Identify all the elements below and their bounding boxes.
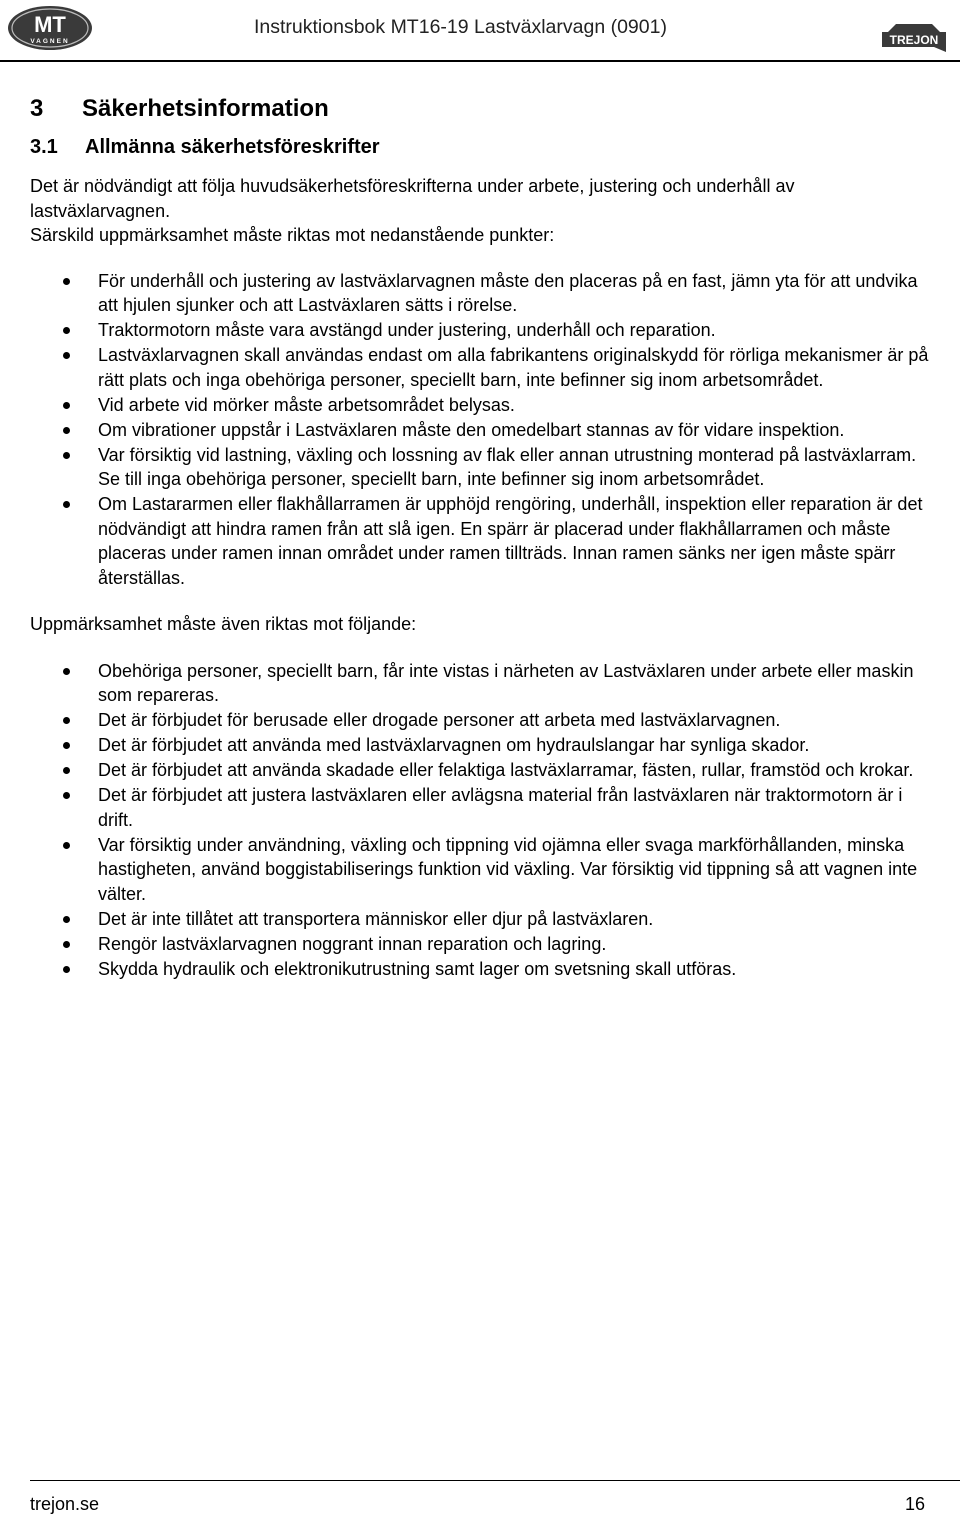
bullet-icon	[63, 327, 70, 334]
chapter-title: Säkerhetsinformation	[82, 95, 329, 122]
list-item: Det är förbjudet att använda skadade eller felaktiga lastväxlarramar, fästen, rullar, framstöd och krokar.	[30, 758, 930, 783]
footer-rule	[30, 1480, 960, 1481]
list-item: Obehöriga personer, speciellt barn, får inte vistas i närheten av Lastväxlaren under arbete eller maskin som repareras.	[30, 659, 930, 708]
bullet-icon	[63, 402, 70, 409]
attention-list	[30, 659, 930, 982]
list-item: Rengör lastväxlarvagnen noggrant innan reparation och lagring.	[30, 932, 930, 957]
list-item: Traktormotorn måste vara avstängd under justering, underhåll och reparation.	[30, 318, 930, 343]
bullet-icon	[63, 966, 70, 973]
bullet-icon	[63, 767, 70, 774]
bullet-icon	[63, 278, 70, 285]
chapter-number: 3	[30, 95, 44, 122]
bullet-icon	[63, 452, 70, 459]
bullet-icon	[63, 668, 70, 675]
document-body	[30, 92, 930, 982]
list-item: Skydda hydraulik och elektronikutrustning samt lager om svetsning skall utföras.	[30, 957, 930, 982]
list-item: Det är förbjudet att använda med lastväxlarvagnen om hydraulslangar har synliga skador.	[30, 733, 930, 758]
bullet-icon	[63, 742, 70, 749]
list-item: Om vibrationer uppstår i Lastväxlaren måste den omedelbart stannas av för vidare inspektion.	[30, 418, 930, 443]
header-title: Instruktionsbok MT16-19 Lastväxlarvagn (0901)	[254, 16, 667, 38]
svg-text:MT: MT	[34, 12, 66, 37]
list-item: Det är inte tillåtet att transportera människor eller djur på lastväxlaren.	[30, 907, 930, 932]
bullet-icon	[63, 717, 70, 724]
bullet-icon	[63, 501, 70, 508]
list-item: För underhåll och justering av lastväxlarvagnen måste den placeras på en fast, jämn yta för att undvika att hjulen sjunker och att Lastväxlaren sätts i rörelse.	[30, 269, 930, 318]
page-number: 16	[904, 1494, 925, 1514]
section-title: Allmänna säkerhetsföreskrifter	[85, 136, 380, 158]
section-heading	[30, 132, 930, 162]
bullet-icon	[63, 941, 70, 948]
list-item: Det är förbjudet att justera lastväxlaren eller avlägsna material från lastväxlaren när traktormotorn är i drift.	[30, 783, 930, 832]
list-item: Om Lastararmen eller flakhållarramen är upphöjd rengöring, underhåll, inspektion eller reparation är det nödvändigt att hindra ramen från att slå igen. En spärr är placerad under flakhållarramen och måste placeras under ramen innan området under ramen tillträds. Innan ramen sänks ner igen måste spärr återställas.	[30, 492, 930, 590]
page-header	[0, 0, 960, 62]
footer-website: trejon.se	[30, 1494, 100, 1514]
mt-vagnen-logo	[6, 4, 94, 52]
list-item: Vid arbete vid mörker måste arbetsområdet belysas.	[30, 393, 930, 418]
list-item: Det är förbjudet för berusade eller drogade personer att arbeta med lastväxlarvagnen.	[30, 708, 930, 733]
trejon-logo	[878, 14, 950, 54]
section-number: 3.1	[30, 136, 58, 158]
bullet-icon	[63, 916, 70, 923]
safety-list	[30, 269, 930, 591]
list-item: Var försiktig vid lastning, växling och lossning av flak eller annan utrustning monterad på lastväxlarram. Se till inga obehöriga personer, speciellt barn, inte befinner sig inom arbetsområdet.	[30, 443, 930, 492]
list-item: Var försiktig under användning, växling och tippning vid ojämna eller svaga markförhållanden, minska hastigheten, använd boggistabiliserings funktion vid växling. Var försiktig vid tippning så att vagnen inte välter.	[30, 833, 930, 907]
bullet-icon	[63, 352, 70, 359]
second-intro-paragraph: Uppmärksamhet måste även riktas mot följande:	[30, 614, 417, 634]
svg-text:VAGNEN: VAGNEN	[30, 38, 70, 45]
bullet-icon	[63, 842, 70, 849]
bullet-icon	[63, 427, 70, 434]
intro-paragraph: Särskild uppmärksamhet måste riktas mot nedanstående punkter:	[30, 225, 555, 245]
bullet-icon	[63, 792, 70, 799]
intro-paragraph: Det är nödvändigt att följa huvudsäkerhetsföreskrifterna under arbete, justering och underhåll av lastväxlarvagnen.	[30, 176, 795, 221]
header-rule	[0, 60, 960, 62]
chapter-heading	[30, 92, 930, 126]
svg-text:TREJON: TREJON	[889, 33, 939, 47]
list-item: Lastväxlarvagnen skall användas endast om alla fabrikantens originalskydd för rörliga mekanismer är på rätt plats och inga obehöriga personer, speciellt barn, inte befinner sig inom arbetsområdet.	[30, 343, 930, 392]
